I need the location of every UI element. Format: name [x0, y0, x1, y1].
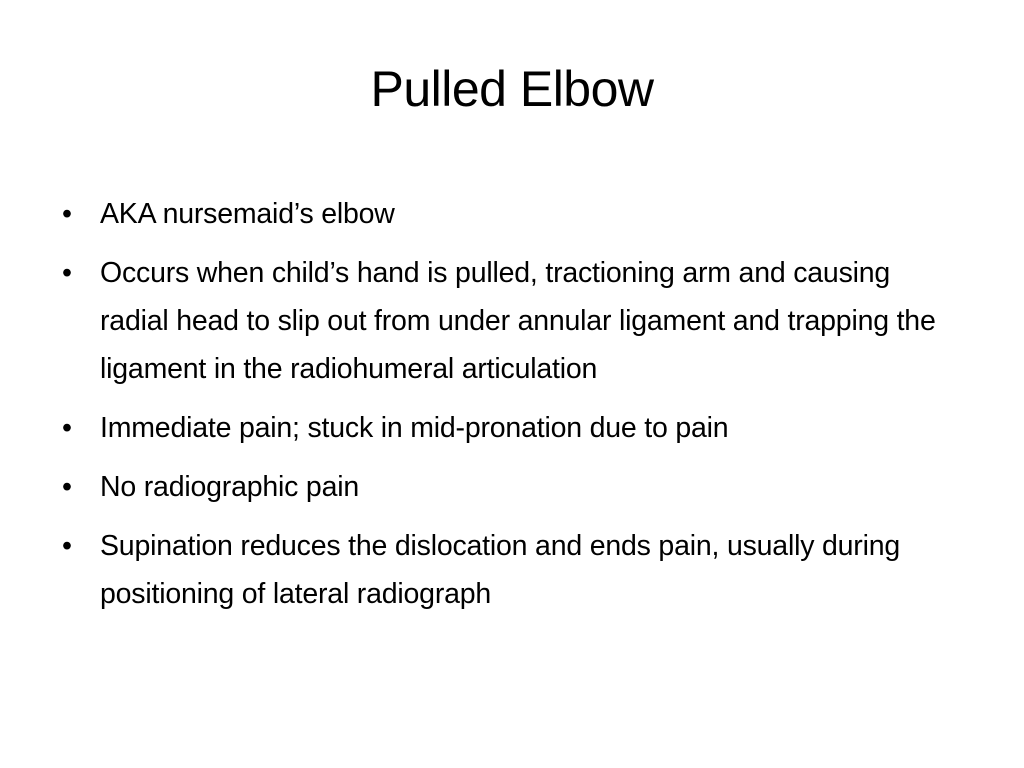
bullet-text: Occurs when child’s hand is pulled, tractioning arm and causing radial head to slip out from under annular ligament and trapping the ligament in the radiohumeral articulation: [100, 257, 936, 385]
slide-title: Pulled Elbow: [370, 61, 654, 117]
bullet-item: [62, 249, 952, 393]
bullet-item: [62, 404, 952, 452]
bullet-marker: •: [62, 198, 72, 230]
bullet-marker: •: [62, 412, 72, 444]
bullet-item: [62, 522, 952, 618]
bullet-marker: •: [62, 257, 72, 289]
bullet-item: [62, 190, 952, 238]
bullet-text: Immediate pain; stuck in mid-pronation due to pain: [100, 412, 729, 444]
bullet-item: [62, 463, 952, 511]
bullet-text: AKA nursemaid’s elbow: [100, 198, 395, 230]
bullet-text: Supination reduces the dislocation and ends pain, usually during positioning of lateral radiograph: [100, 530, 901, 610]
bullet-marker: •: [62, 530, 72, 562]
bullet-text: No radiographic pain: [100, 471, 359, 503]
bullet-marker: •: [62, 471, 72, 503]
bullet-list: [62, 190, 952, 629]
